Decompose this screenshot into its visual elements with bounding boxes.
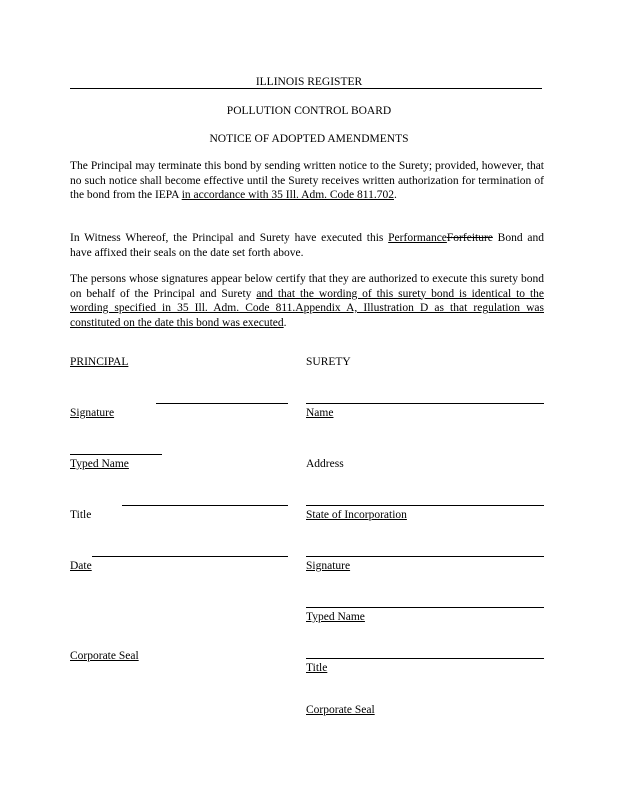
surety-signature-line[interactable]	[306, 556, 544, 557]
surety-corporate-seal-label: Corporate Seal	[306, 704, 375, 716]
surety-typed-name-line[interactable]	[306, 607, 544, 608]
notice-title: NOTICE OF ADOPTED AMENDMENTS	[209, 133, 409, 145]
principal-date-line[interactable]	[92, 556, 288, 557]
surety-name-line[interactable]	[306, 403, 544, 404]
para3-text: The persons whose signatures appear below certify that they are authorized to execute this surety bond on behalf of the Principal and Surety	[70, 273, 544, 300]
principal-signature-label: Signature	[70, 407, 115, 419]
para1-underlined: in accordance with 35 Ill. Adm. Code 811.702	[181, 189, 394, 201]
para3-end: .	[283, 316, 287, 329]
para2-deleted: Forfeiture	[446, 232, 493, 244]
paragraph-witness	[70, 231, 544, 260]
para2-end: Bond and have affixed their seals on the date set forth above.	[70, 232, 544, 259]
register-title: ILLINOIS REGISTER	[255, 76, 363, 88]
principal-title-label: Title	[70, 509, 92, 521]
surety-heading: SURETY	[306, 356, 351, 368]
paragraph-termination	[70, 159, 544, 203]
header-rule	[70, 88, 542, 89]
surety-title-line[interactable]	[306, 658, 544, 659]
surety-state-line[interactable]	[306, 505, 544, 506]
para1-text: The Principal may terminate this bond by sending written notice to the Surety; provided, however, that no such notice shall become effective until the Surety receives written authorization for termination of the bond from the IEPA	[70, 160, 544, 201]
surety-typed-name-label: Typed Name	[306, 611, 365, 623]
paragraph-certify	[70, 272, 544, 330]
principal-typed-name-line[interactable]	[70, 454, 162, 455]
surety-signature-label: Signature	[306, 560, 351, 572]
principal-typed-name-label: Typed Name	[70, 458, 129, 470]
surety-address-label: Address	[306, 458, 344, 470]
surety-name-label: Name	[306, 407, 334, 419]
principal-heading: PRINCIPAL	[70, 356, 129, 368]
board-title: POLLUTION CONTROL BOARD	[226, 105, 392, 117]
para1-end: .	[393, 189, 397, 201]
principal-title-line[interactable]	[122, 505, 288, 506]
para3-underlined: and that the wording of this surety bond is identical to the wording specified in 35 Ill. Adm. Code 811.Appendix A, Illustration D as that regulation was constituted on the date this bond was executed	[70, 287, 544, 329]
principal-date-label: Date	[70, 560, 92, 572]
para2-inserted: Performance	[388, 232, 447, 244]
principal-corporate-seal-label: Corporate Seal	[70, 650, 139, 662]
surety-state-label: State of Incorporation	[306, 509, 407, 521]
para2-text: In Witness Whereof, the Principal and Surety have executed this	[70, 232, 389, 244]
surety-title-label: Title	[306, 662, 328, 674]
principal-signature-line[interactable]	[156, 403, 288, 404]
